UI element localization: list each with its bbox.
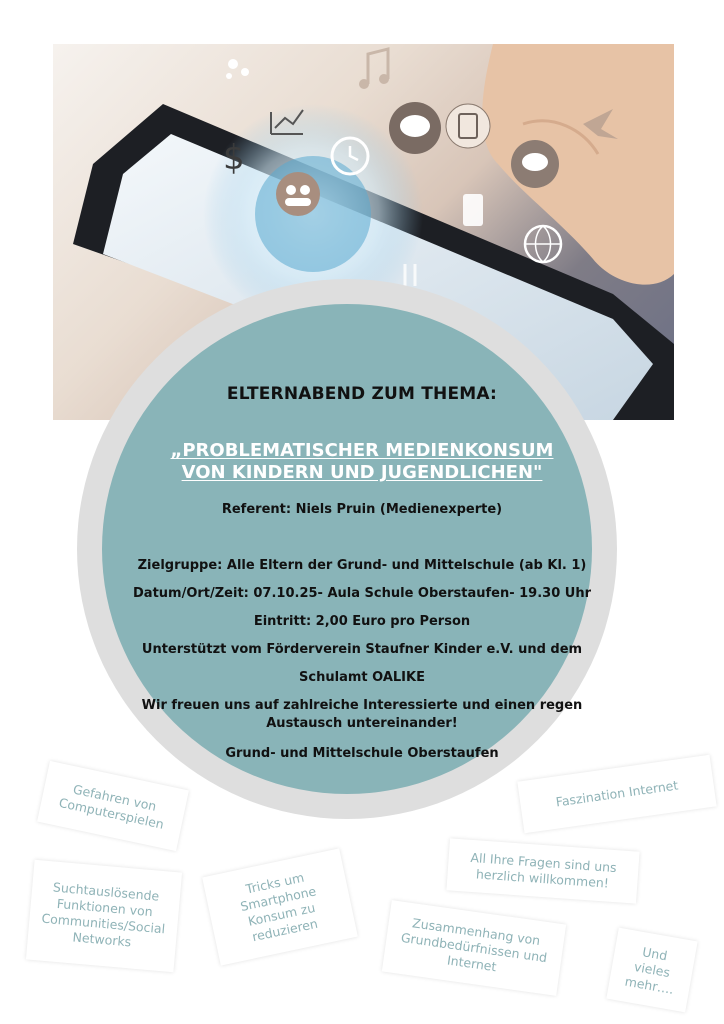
support-line-1: Unterstützt vom Förderverein Staufner Kinder e.V. und dem xyxy=(141,642,583,657)
dollar-icon xyxy=(223,138,245,178)
speech-icon xyxy=(511,140,559,188)
note-and-more: Und vieles mehr…. xyxy=(606,928,697,1013)
note-internet-fascination: Faszination Internet xyxy=(517,755,716,833)
audience: Zielgruppe: Alle Eltern der Grund- und Mittelschule (ab Kl. 1) xyxy=(137,558,587,573)
clipboard-icon xyxy=(446,104,490,148)
phone-icon xyxy=(463,194,483,226)
event-title: ELTERNABEND ZUM THEMA: xyxy=(226,384,498,404)
note-smartphone-tricks: Tricks um Smartphone Konsum zu reduzieren xyxy=(202,848,358,965)
note-addictive-features: Suchtauslösende Funktionen von Communities/Social Networks xyxy=(26,860,182,973)
globe-small-icon xyxy=(525,226,561,262)
headline-line-1: „PROBLEMATISCHER MEDIENKONSUM xyxy=(170,440,554,461)
chat-icon xyxy=(389,102,441,154)
note-computer-games: Gefahren von Computerspielen xyxy=(37,761,189,851)
note-basic-needs: Zusammenhang von Grundbedürfnissen und Internet xyxy=(382,900,566,996)
entry-fee: Eintritt: 2,00 Euro pro Person xyxy=(253,614,471,629)
music-icon xyxy=(359,49,389,89)
headline-line-2: VON KINDERN UND JUGENDLICHEN" xyxy=(181,462,543,483)
welcome-line-2: Austausch untereinander! xyxy=(266,716,458,731)
date-location-time: Datum/Ort/Zeit: 07.10.25- Aula Schule Oberstaufen- 19.30 Uhr xyxy=(133,586,591,601)
note-questions-welcome: All Ihre Fragen sind uns herzlich willkommen! xyxy=(446,838,639,903)
event-headline xyxy=(0,440,724,484)
dots-icon xyxy=(226,59,249,79)
welcome-line-1: Wir freuen uns auf zahlreiche Interessierte und einen regen xyxy=(141,698,583,713)
support-line-2: Schulamt OALIKE xyxy=(299,670,425,685)
organizer: Grund- und Mittelschule Oberstaufen xyxy=(225,746,499,761)
svg-text:$: $ xyxy=(223,138,245,178)
speaker: Referent: Niels Pruin (Medienexperte) xyxy=(221,502,503,517)
people-icon xyxy=(276,172,320,216)
